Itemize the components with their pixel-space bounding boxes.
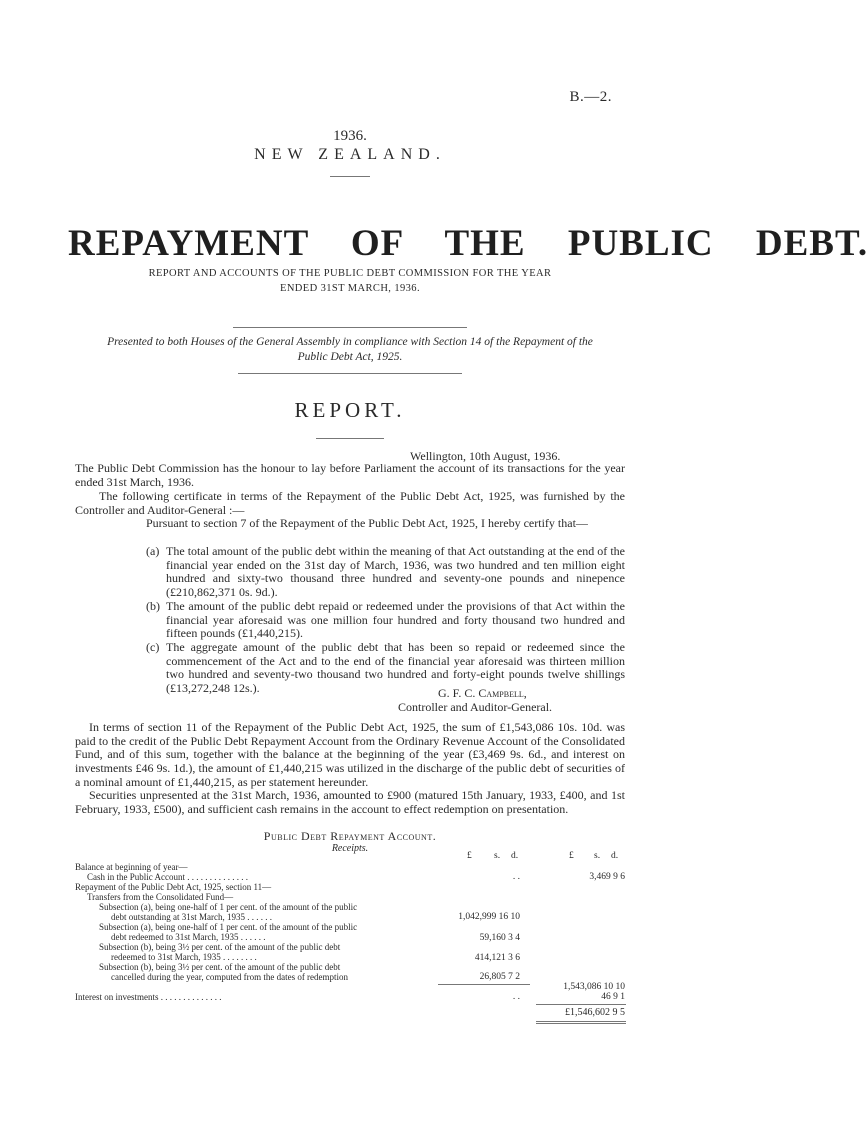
subtitle-line: ENDED 31ST MARCH, 1936. bbox=[280, 283, 420, 294]
total-rule bbox=[536, 1004, 626, 1005]
paragraph-section-11: In terms of section 11 of the Repayment of the Public Debt Act, 1925, the sum of £1,543,086 10s. 10d. was paid to the credit of the Public Debt Repayment Account from the Ordinary Revenue Account of the Consolidated Fund, and of this sum, together with the balance at the beginning of the year (£3,469 9s. 6d., and interest on investments £46 9s. 1d.), the amount of £1,440,215 was utilized in the discharge of the public debt of securities of a nominal amount of £1,440,215, as per statement hereunder. bbox=[75, 720, 625, 789]
account-row-label: Subsection (b), being 3½ per cent. of the amount of the public debt bbox=[99, 962, 341, 972]
account-row-inner: 59,160 3 4 bbox=[479, 933, 520, 943]
col-header-pence: d. bbox=[611, 851, 619, 861]
account-row-inner: . . bbox=[512, 872, 520, 882]
item-a-text: The total amount of the public debt within the meaning of that Act outstanding at the end of the financial year ended on the 31st day of March, 1936, was two hundred and ten million eight hundred and sixty-two thousand three hundred and seventy-one pounds and ninepence (£210,862,371 0s. 9d.). bbox=[166, 544, 625, 600]
receipts-label: Receipts. bbox=[331, 843, 369, 854]
subtotal-rule bbox=[438, 984, 530, 985]
item-c-label: (c) bbox=[146, 640, 160, 654]
document-year: 1936. bbox=[333, 128, 367, 144]
divider bbox=[233, 327, 467, 328]
account-row-label: Repayment of the Public Debt Act, 1925, section 11— bbox=[75, 882, 272, 892]
subtitle bbox=[120, 266, 580, 296]
page-reference: B.—2. bbox=[569, 89, 612, 105]
account-row-label: Balance at beginning of year— bbox=[75, 862, 188, 872]
total-double-rule bbox=[536, 1023, 626, 1024]
place-date: Wellington, 10th August, 1936. bbox=[410, 449, 561, 463]
main-title: REPAYMENT OF THE PUBLIC DEBT. bbox=[68, 223, 868, 264]
col-header-pounds: £ bbox=[569, 851, 574, 861]
divider bbox=[316, 438, 384, 439]
col-header-pence: d. bbox=[511, 851, 519, 861]
signatory-name: G. F. C. Campbell, bbox=[438, 686, 527, 700]
col-header-pounds: £ bbox=[467, 851, 472, 861]
account-row-label: Subsection (a), being one-half of 1 per cent. of the amount of the public bbox=[99, 922, 358, 932]
account-title: Public Debt Repayment Account. bbox=[263, 829, 437, 843]
presented-line: Public Debt Act, 1925. bbox=[297, 351, 403, 363]
account-row-label: Cash in the Public Account . . . . . . . . . . . . . . bbox=[87, 872, 248, 882]
paragraph-intro: The Public Debt Commission has the honour to lay before Parliament the account of its transactions for the year ended 31st March, 1936. bbox=[75, 461, 625, 489]
account-row-label: Subsection (b), being 3½ per cent. of the amount of the public debt bbox=[99, 942, 341, 952]
item-b-text: The amount of the public debt repaid or redeemed under the provisions of that Act within the financial year aforesaid was one million four hundred and forty thousand two hundred and fifteen pounds (£1,440,215). bbox=[166, 599, 625, 641]
account-row-label: cancelled during the year, computed from the dates of redemption bbox=[111, 972, 349, 982]
account-row-label: redeemed to 31st March, 1935 . . . . . . . . bbox=[111, 952, 257, 962]
account-row-outer: 46 9 1 bbox=[601, 992, 625, 1002]
account-row-label: Transfers from the Consolidated Fund— bbox=[87, 892, 234, 902]
presented-note bbox=[64, 335, 636, 365]
account-row-inner: 26,805 7 2 bbox=[479, 972, 520, 982]
signatory-title: Controller and Auditor-General. bbox=[398, 700, 553, 714]
country-heading: NEW ZEALAND. bbox=[254, 146, 446, 163]
col-header-shillings: s. bbox=[594, 851, 601, 861]
account-total: £1,546,602 9 5 bbox=[565, 1007, 625, 1018]
account-row-outer: 1,543,086 10 10 bbox=[563, 982, 625, 992]
account-row-label: Subsection (a), being one-half of 1 per cent. of the amount of the public bbox=[99, 902, 358, 912]
paragraph-unpresented: Securities unpresented at the 31st March, 1936, amounted to £900 (matured 15th January, 1933, £400, and 1st February, 1933, £500), and sufficient cash remains in the account to effect redemption on presentation. bbox=[75, 788, 625, 816]
item-c-text: The aggregate amount of the public debt that has been so repaid or redeemed since the commencement of the Act and to the end of the financial year aforesaid was thirteen million two hundred and seventy-two thousand two hundred and forty-eight pounds twelve shillings (£13,272,248 12s.). bbox=[166, 640, 625, 696]
paragraph-certificate-intro: The following certificate in terms of the Repayment of the Public Debt Act, 1925, was furnished by the Controller and Auditor-General :— bbox=[75, 489, 625, 517]
account-row-inner: 414,121 3 6 bbox=[474, 953, 520, 963]
account-row-inner: 1,042,999 16 10 bbox=[458, 912, 520, 922]
report-heading: REPORT. bbox=[294, 398, 406, 422]
presented-line: Presented to both Houses of the General Assembly in compliance with Section 14 of the Repayment of the bbox=[107, 336, 593, 348]
item-b-label: (b) bbox=[146, 599, 160, 613]
divider bbox=[238, 373, 462, 374]
divider bbox=[330, 176, 370, 177]
account-row-label: debt outstanding at 31st March, 1935 . . . . . . bbox=[111, 912, 272, 922]
account-row-label: Interest on investments . . . . . . . . . . . . . . bbox=[75, 992, 222, 1002]
account-row-label: debt redeemed to 31st March, 1935 . . . . . . bbox=[111, 932, 266, 942]
total-double-rule bbox=[536, 1021, 626, 1022]
subtitle-line: REPORT AND ACCOUNTS OF THE PUBLIC DEBT COMMISSION FOR THE YEAR bbox=[148, 268, 552, 279]
item-a-label: (a) bbox=[146, 544, 160, 558]
account-row-inner: . . bbox=[512, 992, 520, 1002]
account-row-outer: 3,469 9 6 bbox=[589, 872, 625, 882]
col-header-shillings: s. bbox=[494, 851, 501, 861]
certificate-opening: Pursuant to section 7 of the Repayment of the Public Debt Act, 1925, I hereby certify that— bbox=[146, 516, 588, 530]
